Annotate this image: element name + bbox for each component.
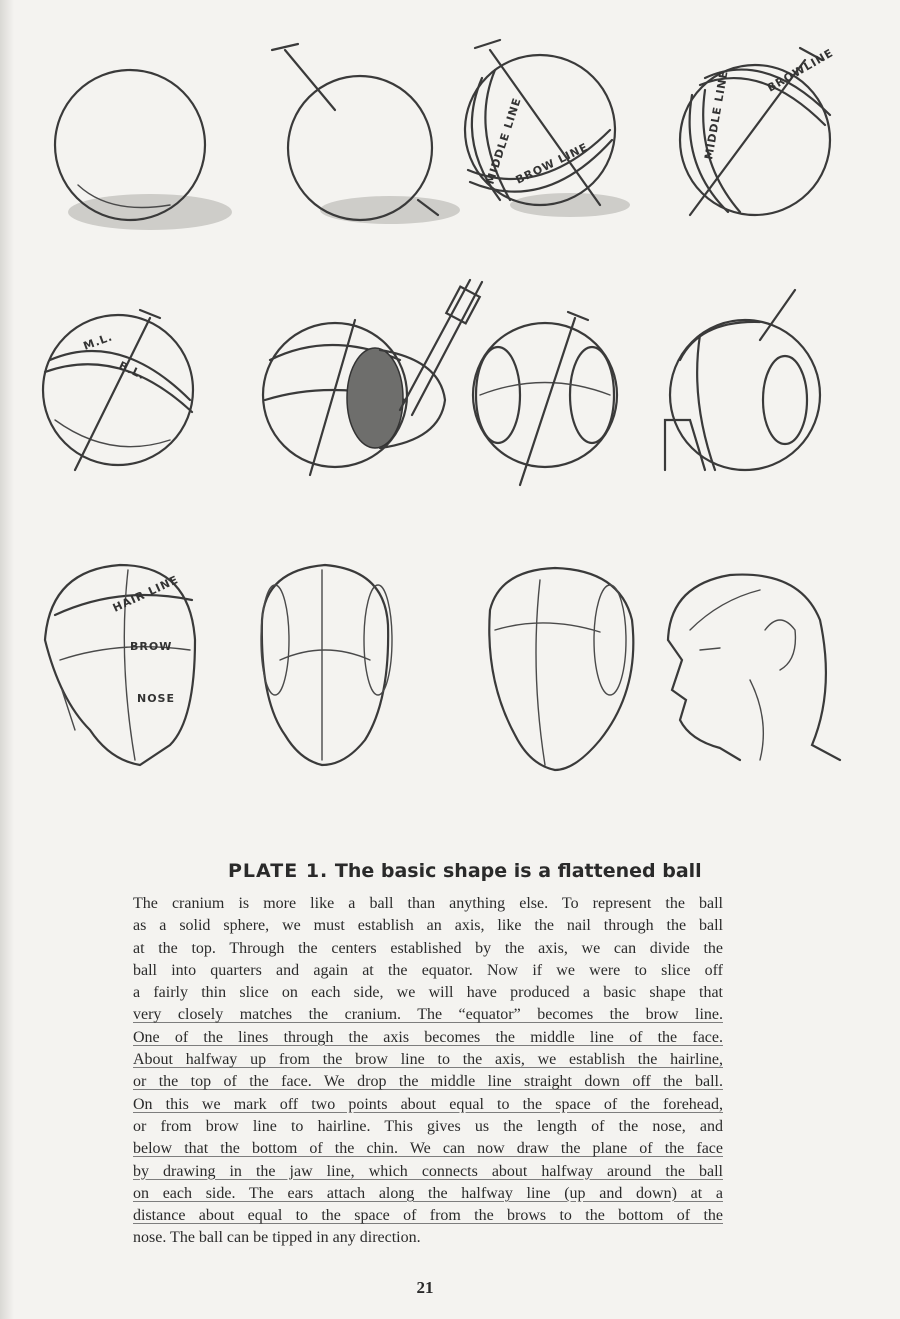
label-brow-line: BROW LINE (513, 140, 591, 187)
plate-title (228, 860, 702, 882)
text-line: distance about equal to the space of from the brows to the bottom of the (133, 1207, 723, 1225)
label-ml: M.L. (81, 330, 115, 353)
sphere-ml-bl (43, 310, 193, 470)
sphere-with-axis-lines (465, 40, 630, 217)
plate-heading: The basic shape is a flattened ball (334, 860, 702, 882)
label-nose: NOSE (137, 692, 175, 705)
label-hair-line: HAIR LINE (110, 572, 181, 615)
text-line: at the top. Through the centers established by the axis, we can divide the (133, 939, 723, 957)
head-form-labeled (45, 565, 195, 765)
sphere-with-nail (272, 44, 460, 224)
text-line: ball into quarters and again at the equator. Now if we were to slice off (133, 961, 723, 979)
text-line: One of the lines through the axis becomes the middle line of the face. (133, 1028, 723, 1046)
plate-number: PLATE 1. (228, 860, 329, 882)
text-line: The cranium is more like a ball than anything else. To represent the ball (133, 895, 723, 912)
label-browline-b: BROWLINE (765, 46, 836, 95)
sphere-plain (55, 70, 232, 230)
text-line: nose. The ball can be tipped in any direction. (133, 1229, 421, 1247)
text-line: below that the bottom of the chin. We can now draw the plane of the face (133, 1140, 723, 1158)
label-bl: B.L. (116, 358, 148, 383)
text-line: very closely matches the cranium. The “equator” becomes the brow line. (133, 1006, 723, 1024)
page-number: 21 (416, 1278, 434, 1297)
body-paragraph (133, 893, 723, 1250)
sphere-tilted-axis-lines (680, 46, 836, 215)
text-line: On this we mark off two points about equal to the space of the forehead, (133, 1095, 723, 1113)
text-line: About halfway up from the brow line to the axis, we establish the hairline, (133, 1051, 723, 1069)
label-brow: BROW (130, 640, 173, 653)
sphere-sliced-both-sides (473, 312, 617, 485)
text-line: on each side. The ears attach along the halfway line (up and down) at a (133, 1184, 723, 1202)
sphere-to-head-form (665, 290, 820, 470)
head-form-three-quarter (489, 568, 633, 770)
head-finished-profile (668, 575, 840, 760)
text-line: or the top of the face. We drop the middle line straight down off the ball. (133, 1073, 723, 1091)
label-middle-line: MIDDLE LINE (483, 95, 524, 186)
text-line: a fairly thin slice on each side, we will have produced a basic shape that (133, 984, 723, 1002)
text-line: as a solid sphere, we must establish an axis, like the nail through the ball (133, 917, 723, 935)
sphere-sliced (263, 280, 482, 475)
head-form-front (261, 565, 392, 765)
text-line: by drawing in the jaw line, which connects about halfway around the ball (133, 1162, 723, 1180)
text-line: or from brow line to hairline. This gives us the length of the nose, and (133, 1117, 723, 1135)
label-middle-line-b: MIDDLE LINE (702, 69, 731, 161)
